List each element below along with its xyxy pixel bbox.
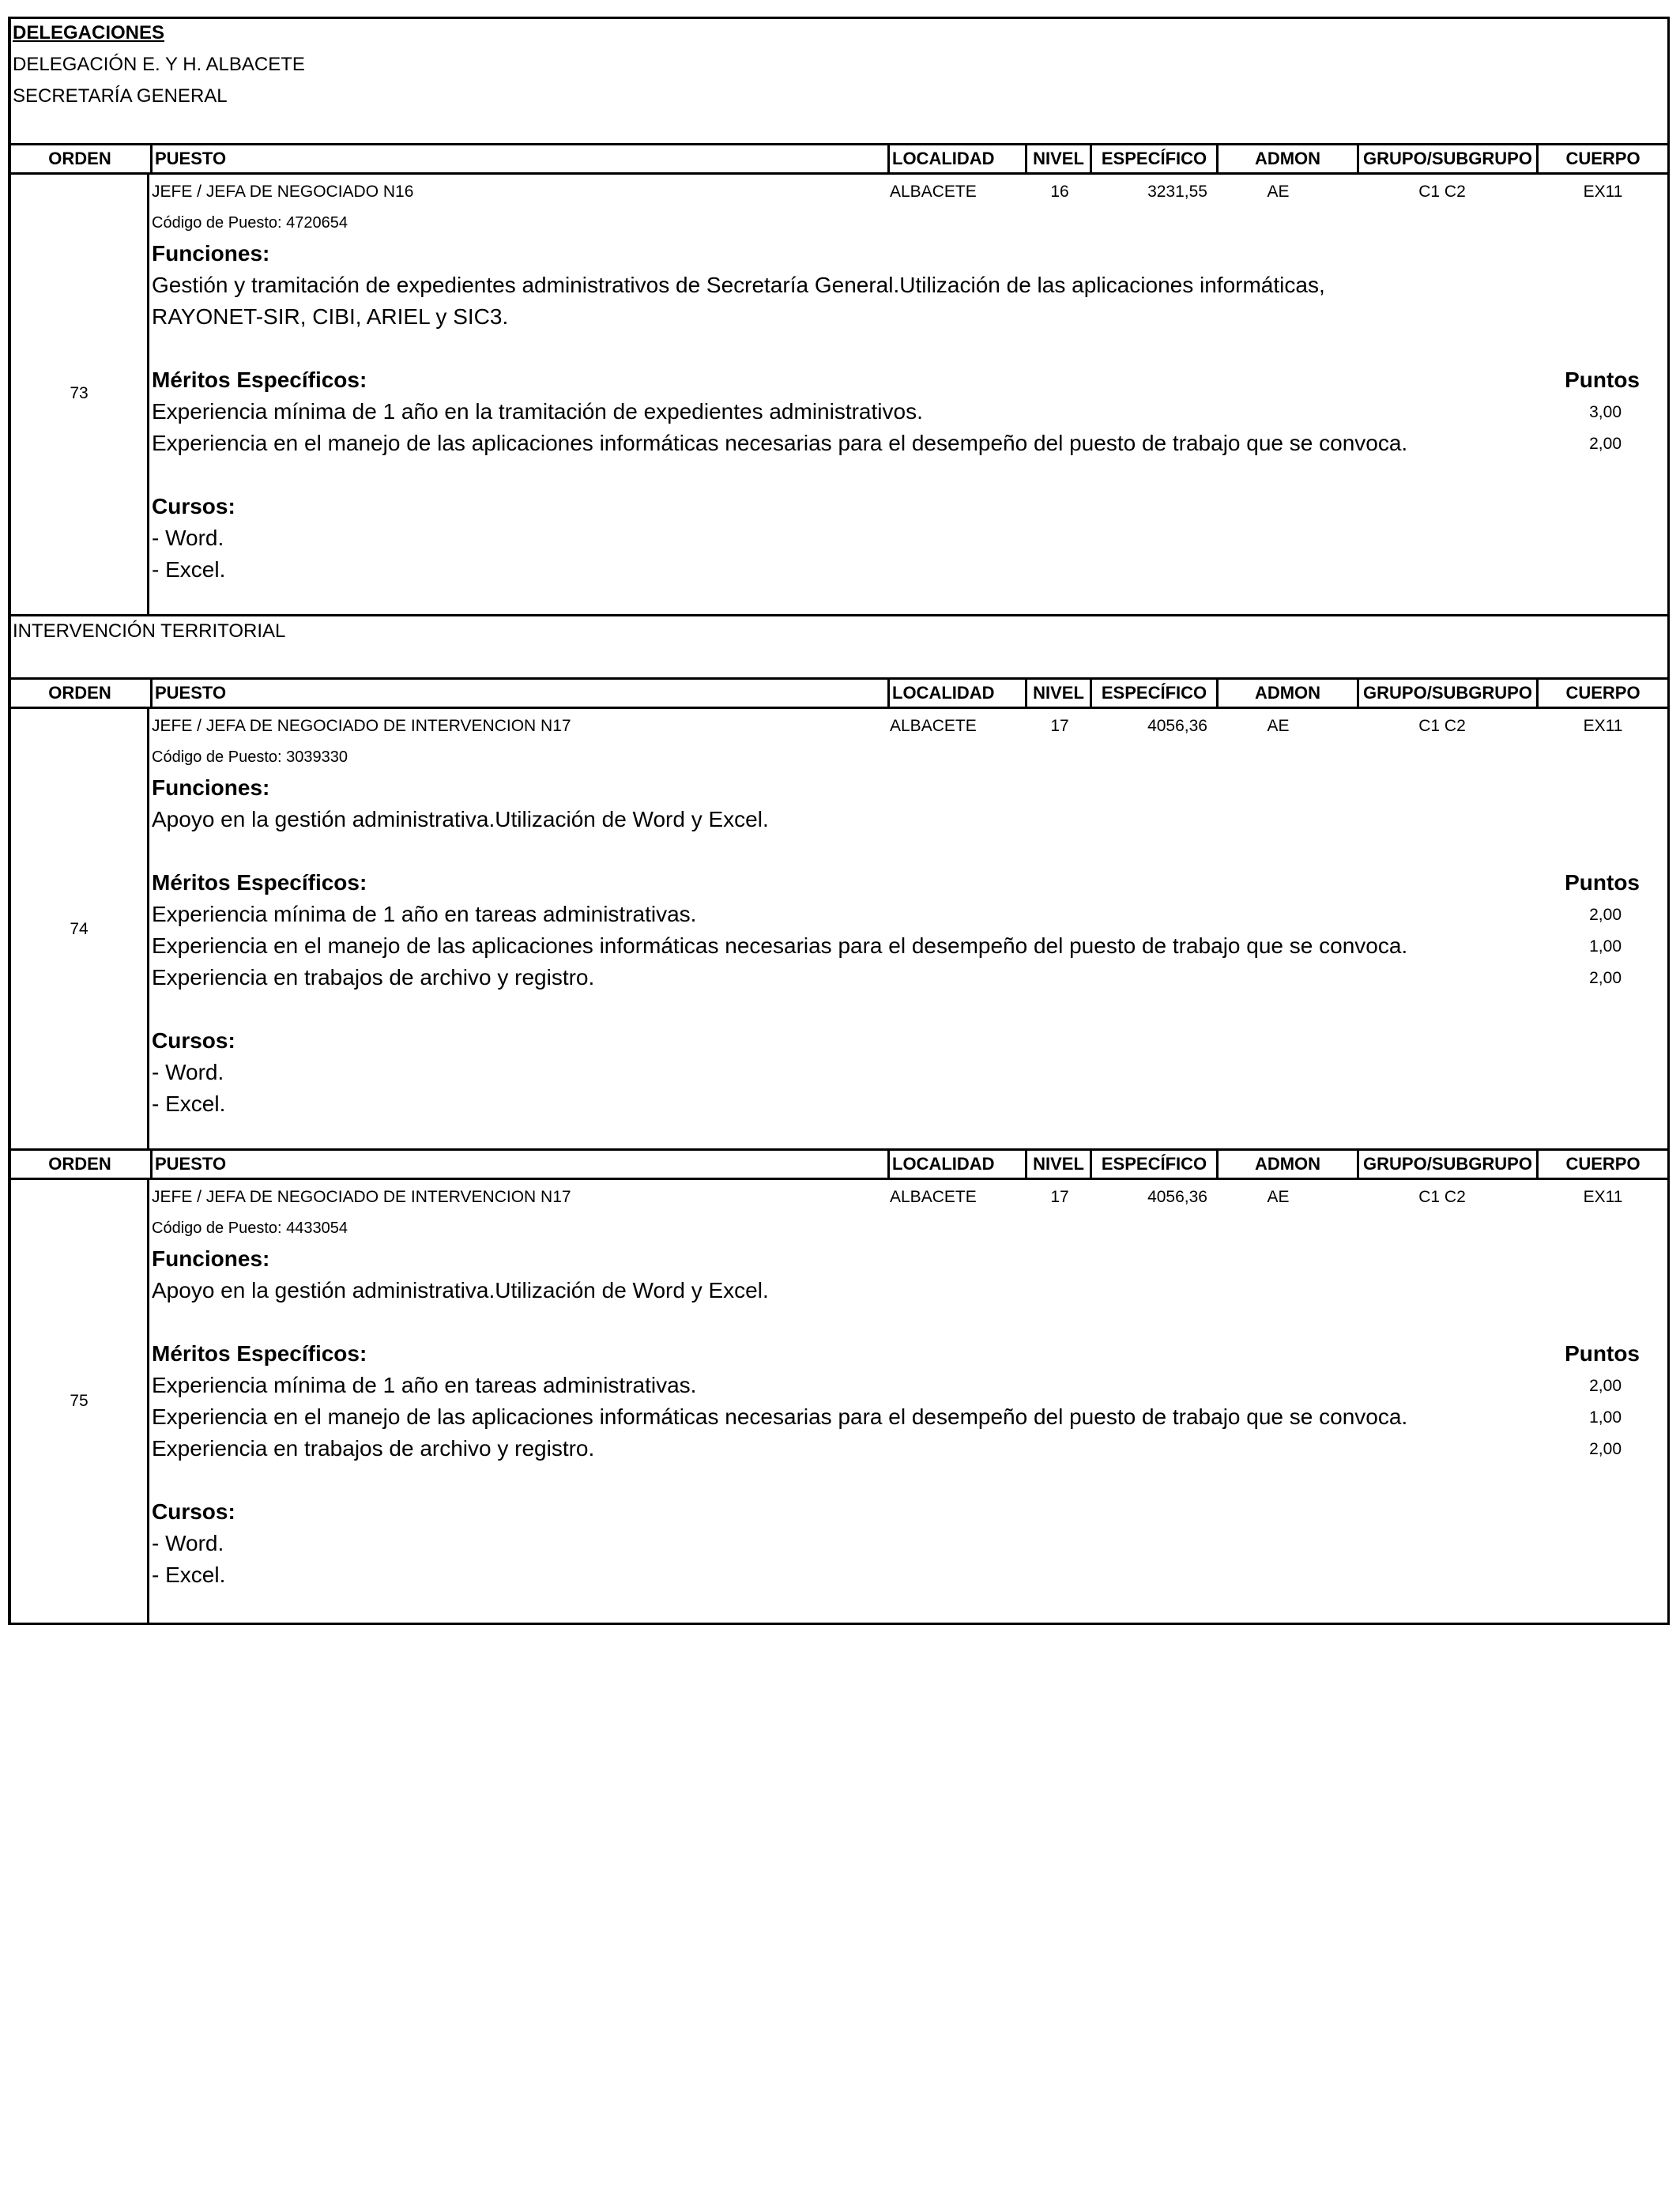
delegacion-name: DELEGACIÓN E. Y H. ALBACETE xyxy=(13,54,305,75)
col-puesto: PUESTO xyxy=(150,145,898,172)
entry-codigo: Código de Puesto: 4720654 xyxy=(152,214,348,232)
entry-admon: AE xyxy=(1267,183,1290,201)
cursos-label: Cursos: xyxy=(152,494,235,518)
col-grupo: GRUPO/SUBGRUPO xyxy=(1357,680,1539,707)
column-header-row xyxy=(11,143,1667,175)
col-orden: ORDEN xyxy=(48,1154,111,1174)
col-orden: ORDEN xyxy=(48,149,111,168)
entry-cuerpo: EX11 xyxy=(1583,717,1623,735)
merito-puntos: 2,00 xyxy=(1589,435,1622,453)
column-header-row xyxy=(11,1148,1667,1180)
curso-item: - Word. xyxy=(152,1531,224,1555)
merito-text: Experiencia en el manejo de las aplicaciones informáticas necesarias para el desempeño del puesto de trabajo que se convoca. xyxy=(152,933,1408,958)
curso-item: - Word. xyxy=(152,1060,224,1084)
col-localidad: LOCALIDAD xyxy=(887,680,1026,707)
funciones-label: Funciones: xyxy=(152,775,270,800)
col-orden: ORDEN xyxy=(48,683,111,703)
section-title-intervencion: INTERVENCIÓN TERRITORIAL xyxy=(13,620,286,642)
page-title: DELEGACIONES xyxy=(13,22,165,43)
merito-puntos: 2,00 xyxy=(1589,969,1622,987)
funciones-line: Apoyo en la gestión administrativa.Utilización de Word y Excel. xyxy=(152,1278,769,1302)
merito-text: Experiencia mínima de 1 año en tareas administrativas. xyxy=(152,902,697,926)
col-grupo: GRUPO/SUBGRUPO xyxy=(1357,145,1539,172)
entry-cuerpo: EX11 xyxy=(1583,183,1623,201)
entry-grupo: C1 C2 xyxy=(1418,183,1466,201)
merito-puntos: 2,00 xyxy=(1589,1440,1622,1458)
col-localidad: LOCALIDAD xyxy=(887,145,1026,172)
funciones-line: Gestión y tramitación de expedientes administrativos de Secretaría General.Utilización de las aplicaciones informáticas, xyxy=(152,273,1325,297)
col-nivel: NIVEL xyxy=(1025,680,1090,707)
col-nivel: NIVEL xyxy=(1025,145,1090,172)
entry-admon: AE xyxy=(1267,1188,1290,1206)
cursos-label: Cursos: xyxy=(152,1028,235,1053)
entry-puesto: JEFE / JEFA DE NEGOCIADO N16 xyxy=(152,183,414,201)
entry-orden: 75 xyxy=(70,1392,89,1410)
curso-item: - Word. xyxy=(152,526,224,550)
col-nivel: NIVEL xyxy=(1025,1151,1090,1178)
entry-grupo: C1 C2 xyxy=(1418,1188,1466,1206)
column-header-row xyxy=(11,677,1667,709)
col-puesto: PUESTO xyxy=(150,1151,898,1178)
puntos-label: Puntos xyxy=(1565,368,1640,392)
entry-especifico: 3231,55 xyxy=(1147,183,1207,201)
curso-item: - Excel. xyxy=(152,1091,226,1116)
entry-orden: 73 xyxy=(70,384,89,402)
funciones-label: Funciones: xyxy=(152,1246,270,1271)
cursos-label: Cursos: xyxy=(152,1499,235,1524)
col-especifico: ESPECÍFICO xyxy=(1090,145,1219,172)
entry-nivel: 16 xyxy=(1050,183,1069,201)
orden-separator xyxy=(147,175,149,615)
meritos-label: Méritos Específicos: xyxy=(152,870,367,895)
merito-puntos: 1,00 xyxy=(1589,937,1622,956)
entry-admon: AE xyxy=(1267,717,1290,735)
entry-localidad: ALBACETE xyxy=(890,1188,977,1206)
entry-nivel: 17 xyxy=(1050,717,1069,735)
entry-grupo: C1 C2 xyxy=(1418,717,1466,735)
entry-nivel: 17 xyxy=(1050,1188,1069,1206)
curso-item: - Excel. xyxy=(152,1563,226,1587)
section-divider xyxy=(11,614,1667,616)
section-title-secretaria: SECRETARÍA GENERAL xyxy=(13,85,228,107)
col-admon: ADMON xyxy=(1254,683,1321,703)
orden-separator xyxy=(147,1180,149,1625)
entry-especifico: 4056,36 xyxy=(1147,717,1207,735)
entry-puesto: JEFE / JEFA DE NEGOCIADO DE INTERVENCION N17 xyxy=(152,1188,571,1206)
funciones-label: Funciones: xyxy=(152,241,270,266)
funciones-line: RAYONET-SIR, CIBI, ARIEL y SIC3. xyxy=(152,304,509,329)
entry-cuerpo: EX11 xyxy=(1583,1188,1623,1206)
col-cuerpo: CUERPO xyxy=(1565,683,1640,703)
col-cuerpo: CUERPO xyxy=(1565,149,1640,168)
merito-puntos: 1,00 xyxy=(1589,1408,1622,1427)
entry-especifico: 4056,36 xyxy=(1147,1188,1207,1206)
entry-localidad: ALBACETE xyxy=(890,183,977,201)
merito-puntos: 2,00 xyxy=(1589,1377,1622,1395)
merito-puntos: 3,00 xyxy=(1589,403,1622,421)
funciones-line: Apoyo en la gestión administrativa.Utilización de Word y Excel. xyxy=(152,807,769,831)
merito-text: Experiencia mínima de 1 año en la tramitación de expedientes administrativos. xyxy=(152,399,923,424)
col-admon: ADMON xyxy=(1254,1154,1321,1174)
col-especifico: ESPECÍFICO xyxy=(1090,680,1219,707)
entry-puesto: JEFE / JEFA DE NEGOCIADO DE INTERVENCION N17 xyxy=(152,717,571,735)
merito-text: Experiencia en trabajos de archivo y registro. xyxy=(152,1436,595,1461)
entry-orden: 74 xyxy=(70,920,89,938)
merito-text: Experiencia en trabajos de archivo y registro. xyxy=(152,965,595,990)
col-admon: ADMON xyxy=(1254,149,1321,168)
col-especifico: ESPECÍFICO xyxy=(1090,1151,1219,1178)
puntos-label: Puntos xyxy=(1565,870,1640,895)
meritos-label: Méritos Específicos: xyxy=(152,1341,367,1366)
merito-text: Experiencia en el manejo de las aplicaciones informáticas necesarias para el desempeño del puesto de trabajo que se convoca. xyxy=(152,431,1408,455)
entry-localidad: ALBACETE xyxy=(890,717,977,735)
col-localidad: LOCALIDAD xyxy=(887,1151,1026,1178)
puntos-label: Puntos xyxy=(1565,1341,1640,1366)
merito-text: Experiencia mínima de 1 año en tareas administrativas. xyxy=(152,1373,697,1397)
merito-puntos: 2,00 xyxy=(1589,906,1622,924)
col-puesto: PUESTO xyxy=(150,680,898,707)
col-cuerpo: CUERPO xyxy=(1565,1154,1640,1174)
col-grupo: GRUPO/SUBGRUPO xyxy=(1357,1151,1539,1178)
merito-text: Experiencia en el manejo de las aplicaciones informáticas necesarias para el desempeño del puesto de trabajo que se convoca. xyxy=(152,1404,1408,1429)
curso-item: - Excel. xyxy=(152,557,226,582)
orden-separator xyxy=(147,709,149,1151)
entry-codigo: Código de Puesto: 4433054 xyxy=(152,1220,348,1237)
entry-codigo: Código de Puesto: 3039330 xyxy=(152,748,348,766)
meritos-label: Méritos Específicos: xyxy=(152,368,367,392)
